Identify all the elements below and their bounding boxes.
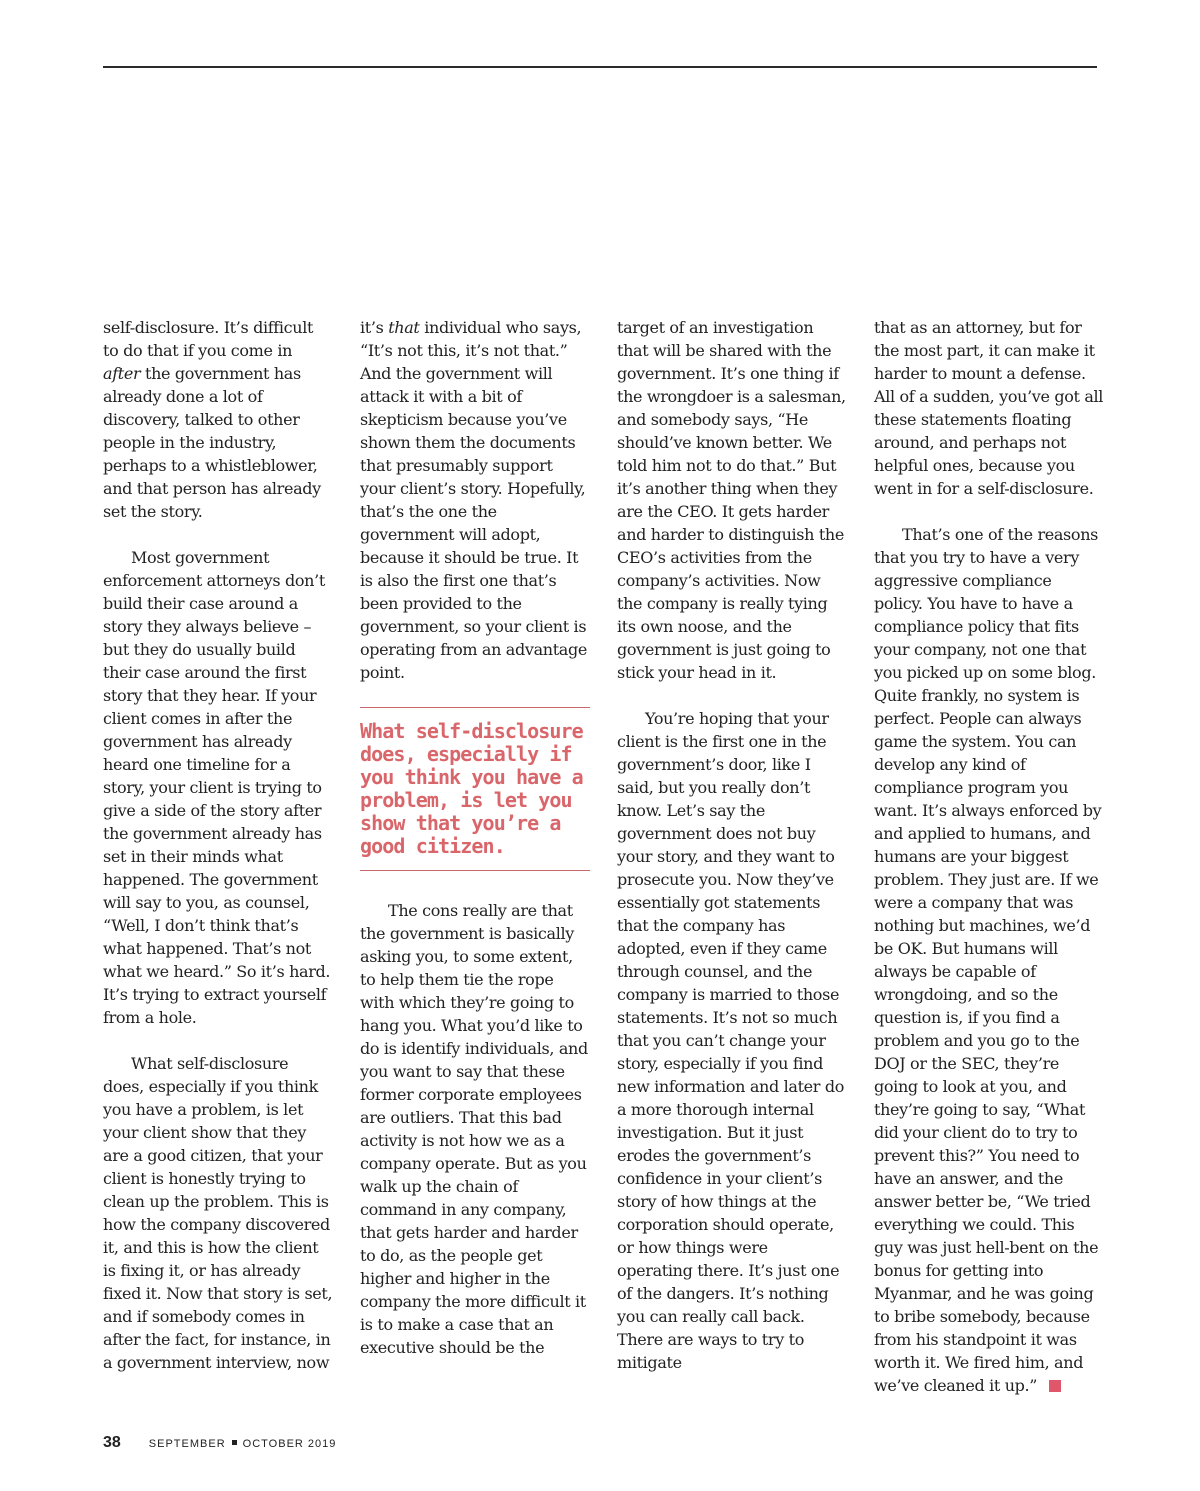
text-run: That’s one of the reasons that you try to have a very aggressive compliance policy. You have to have a compliance policy that fits your company, not one that you picked up on some blog. Quite frankly, no system is perfect. People can always game the system. You can develop any kind of compliance program you want. It’s always enforced by and applied to humans, and humans are your biggest problem. They just are. If we were a company that was nothing but machines, we’d be OK. But humans will always be capable of wrongdoing, and so the question is, if you find a problem and you go to the DOJ or the SEC, they’re going to look at you, and they’re going to say, “What did your client do to try to prevent this?” You need to have an answer, and the answer better be, “We tried everything we could. This guy was just hell-bent on the bonus for getting into Myanmar, and he was going to bribe somebody, because from his standpoint it was worth it. We fired him, and we’ve cleaned it up.”	[874, 525, 1102, 1395]
separator-square-icon	[232, 1440, 237, 1445]
paragraph	[103, 316, 333, 523]
text-run: individual who says, “It’s not this, it’s not that.” And the government will attack it with a bit of skepticism because you’ve shown them the documents that presumably support your client’s story. Hopefully, that’s the one the government will adopt, because it should be true. It is also the first one that’s been provided to the government, so your client is operating from an advantage point.	[360, 318, 587, 682]
paragraph: Most government enforcement attorneys don’t build their case around a story they always believe – but they do usually build their case around the first story that they hear. If your client comes in after the government has already heard one timeline for a story, your client is trying to give a side of the story after the government already has set in their minds what happened. The government will say to you, as counsel, “Well, I don’t think that’s what happened. That’s not what we heard.” So it’s hard. It’s trying to extract yourself from a hole.	[103, 548, 331, 1027]
paragraph: The cons really are that the government is basically asking you, to some extent, to help them tie the rope with which they’re going to hang you. What you’d like to do is identify individuals, and you want to say that these former corporate employees are outliers. That this bad activity is not how we as a company operate. But as you walk up the chain of command in any company, that gets harder and harder to do, as the people get higher and higher in the company the more difficult it is to make a case that an executive should be the	[360, 901, 588, 1357]
issue-month-end: OCTOBER 2019	[242, 1438, 337, 1450]
paragraph	[874, 523, 1104, 1397]
emphasis: that	[388, 318, 420, 337]
header-rule	[103, 66, 1097, 68]
paragraph: that as an attorney, but for the most part, it can make it harder to mount a defense. All of a sudden, you’ve got all these statements floating around, and perhaps not helpful ones, because you went in for a self-disclosure.	[874, 318, 1104, 498]
article-column-3	[617, 316, 847, 1397]
end-of-article-icon	[1049, 1380, 1061, 1392]
issue-date	[149, 1438, 337, 1450]
article-column-2	[360, 316, 590, 1382]
page-footer	[103, 1434, 336, 1452]
pull-quote: What self-disclosure does, especially if you think you have a problem, is let you show that you’re a good citizen.	[360, 707, 590, 871]
text-run: self-disclosure. It’s difficult to do that if you come in	[103, 318, 314, 360]
issue-month-start: SEPTEMBER	[148, 1438, 226, 1450]
paragraph: target of an investigation that will be shared with the government. It’s one thing if the wrongdoer is a salesman, and somebody says, “He should’ve known better. We told him not to do that.” But it’s another thing when they are the CEO. It gets harder and harder to distinguish the CEO’s activities from the company’s activities. Now the company is really tying its own noose, and the government is just going to stick your head in it.	[617, 318, 846, 682]
text-run: the government has already done a lot of discovery, talked to other people in the industry, perhaps to a whistleblower, and that person has already set the story.	[103, 364, 321, 521]
paragraph: What self-disclosure does, especially if you think you have a problem, is let your client show that they are a good citizen, that your client is honestly trying to clean up the problem. This is how the company discovered it, and this is how the client is fixing it, or has already fixed it. Now that story is set, and if somebody comes in after the fact, for instance, in a government interview, now	[103, 1054, 333, 1372]
paragraph: You’re hoping that your client is the first one in the government’s door, like I said, but you really don’t know. Let’s say the government does not buy your story, and they want to prosecute you. Now they’ve essentially got statements that the company has adopted, even if they came through counsel, and the company is married to those statements. It’s not so much that you can’t change your story, especially if you find new information and later do a more thorough internal investigation. But it just erodes the government’s confidence in your client’s story of how things at the corporation should operate, or how things were operating there. It’s just one of the dangers. It’s nothing you can really call back. There are ways to try to mitigate	[617, 709, 844, 1372]
paragraph	[360, 316, 590, 684]
emphasis: after	[103, 364, 141, 383]
article-column-1	[103, 316, 333, 1397]
article-column-4	[874, 316, 1104, 1420]
page-number: 38	[103, 1434, 121, 1451]
text-run: it’s	[360, 318, 389, 337]
